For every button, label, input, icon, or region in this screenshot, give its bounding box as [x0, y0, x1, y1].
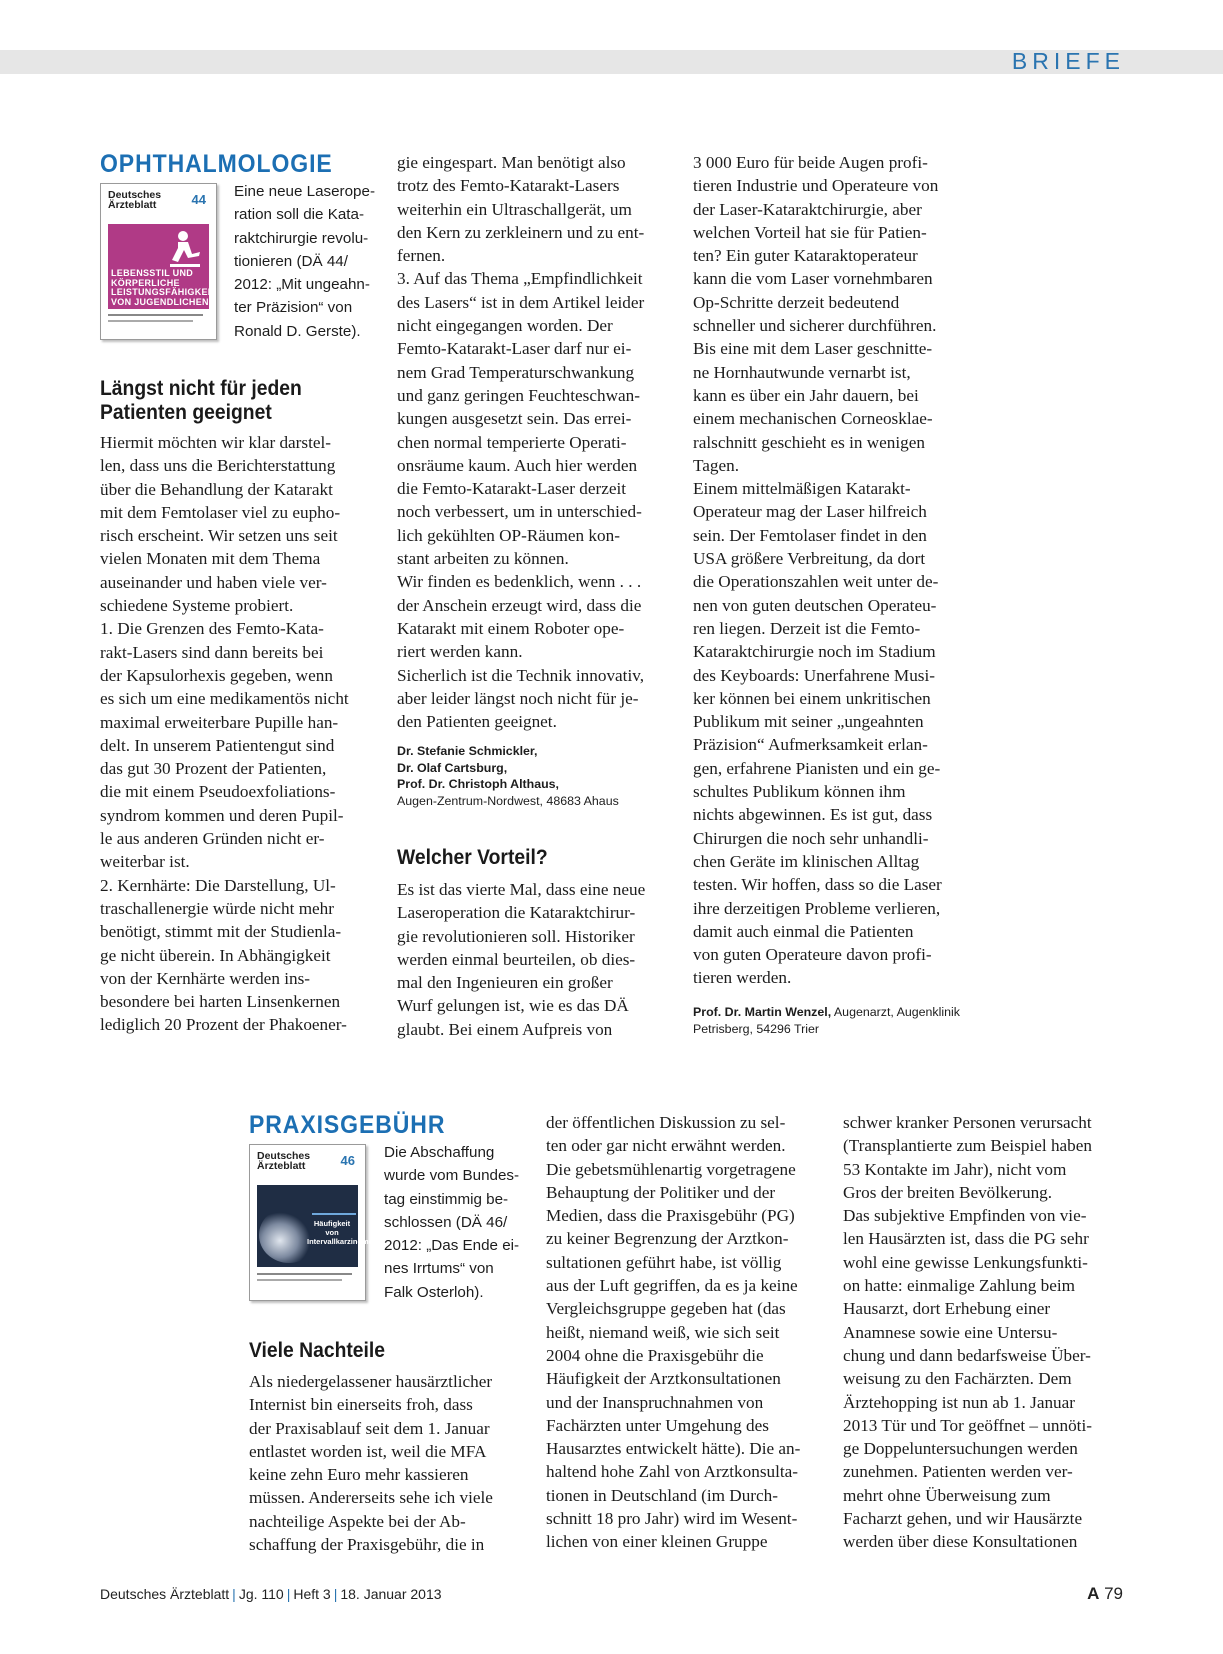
- text-line: nen von guten deutschen Operateu-: [693, 595, 937, 615]
- text-line: traschallenergie würde nicht mehr: [100, 898, 335, 918]
- text-line: weisung zu den Fachärzten. Dem: [843, 1369, 1072, 1389]
- text-line: schnitt 18 pro Jahr) wird im Wesent-: [546, 1509, 798, 1529]
- footer-issue: Heft 3: [293, 1586, 331, 1602]
- teaser-line: tag einstimmig be-: [384, 1190, 509, 1208]
- teaser-praxisgebuehr: [384, 1141, 534, 1304]
- cover-headline: [111, 269, 216, 307]
- text-line: werden über diese Konsultationen: [843, 1532, 1078, 1552]
- text-line: schultes Publikum können ihm: [693, 782, 906, 802]
- text-line: Fachärzten unter Umgehung des: [546, 1415, 769, 1435]
- text-line: chung und dann bedarfsweise Über-: [843, 1345, 1091, 1365]
- text-line: lediglich 20 Prozent der Phakoener-: [100, 1015, 347, 1035]
- text-line: schaffung der Praxisgebühr, die in: [249, 1535, 485, 1555]
- text-line: von guten Operateure davon profi-: [693, 945, 932, 965]
- text-line: testen. Wir hoffen, dass so die Laser: [693, 875, 942, 895]
- text-line: welchen Vorteil hat sie für Patien-: [693, 222, 927, 242]
- teaser-ophthalmologie: [234, 180, 384, 343]
- text-line: über die Behandlung der Katarakt: [100, 479, 333, 499]
- category-heading-ophthalmologie: OPHTHALMOLOGIE: [100, 150, 333, 178]
- text-line: einem mechanischen Corneosklae-: [693, 409, 933, 429]
- text-line: nem Grad Temperaturschwankung: [397, 362, 635, 382]
- cover-headline-line: VON JUGENDLICHEN: [111, 296, 209, 307]
- text-line: gie eingespart. Man benötigt also: [397, 153, 626, 172]
- text-line: kann die vom Laser vornehmbaren: [693, 269, 933, 289]
- text-line: Das subjektive Empfinden von vie-: [843, 1206, 1087, 1226]
- text-line: sein. Der Femtolaser findet in den: [693, 525, 927, 545]
- text-line: die Femto-Katarakt-Laser derzeit: [397, 479, 627, 499]
- text-line: Einem mittelmäßigen Katarakt-: [693, 479, 911, 499]
- text-line: ten? Ein guter Kataraktoperateur: [693, 246, 918, 266]
- text-line: stant arbeiten zu können.: [397, 549, 569, 569]
- text-line: Wurf gelungen ist, wie es das DÄ: [397, 996, 629, 1016]
- text-line: kann es über ein Jahr dauern, bei: [693, 385, 919, 405]
- text-line: werden einmal beurteilen, ob dies-: [397, 949, 636, 969]
- text-line: Die gebetsmühlenartig vorgetragene: [546, 1159, 796, 1179]
- text-line: Hausarzt, dort Erhebung einer: [843, 1299, 1051, 1319]
- text-line: schwer kranker Personen verursacht: [843, 1113, 1092, 1132]
- text-line: ten oder gar nicht erwähnt werden.: [546, 1136, 786, 1156]
- text-line: Als niedergelassener hausärztlicher: [249, 1372, 493, 1391]
- footer-date: 18. Januar 2013: [340, 1586, 442, 1602]
- text-line: ker können bei einem unkritischen: [693, 688, 931, 708]
- text-line: die mit einem Pseudoexfoliations-: [100, 782, 336, 802]
- text-line: len Hausärzten ist, dass die PG sehr: [843, 1229, 1089, 1249]
- text-line: risch erscheint. Wir setzen uns seit: [100, 526, 338, 546]
- text-line: Wir finden es bedenklich, wenn . . .: [397, 572, 642, 592]
- text-line: Behauptung der Politiker und der: [546, 1182, 776, 1202]
- letter2-column2: [397, 878, 682, 1041]
- text-line: tieren Industrie und Operateure von: [693, 176, 939, 196]
- letter2-signature: Prof. Dr. Martin Wenzel, Augenarzt, Augenklinik Petrisberg, 54296 Trier: [693, 1005, 960, 1036]
- text-line: Operateur mag der Laser hilfreich: [693, 502, 927, 522]
- letter3-column1: [249, 1370, 534, 1556]
- teaser-line: Ronald D. Gerste).: [234, 322, 361, 340]
- letter3-column3: [843, 1111, 1128, 1554]
- footer-citation: [100, 1586, 442, 1602]
- text-line: len, dass uns die Berichterstattung: [100, 456, 336, 476]
- text-line: Hiermit möchten wir klar darstel-: [100, 433, 331, 452]
- cover-image-band: [257, 1185, 378, 1267]
- text-line: nichts abgewinnen. Es ist gut, dass: [693, 805, 933, 825]
- text-line: onsräume kaum. Auch hier werden: [397, 455, 638, 475]
- text-line: Vergleichsgruppe gegeben hat (das: [546, 1299, 786, 1319]
- text-line: keine zehn Euro mehr kassieren: [249, 1465, 469, 1485]
- text-line: maximal erweiterbare Pupille han-: [100, 712, 339, 732]
- letter1-signature: Dr. Stefanie Schmickler, Dr. Olaf Cartsburg, Prof. Dr. Christoph Althaus, Augen-Zentrum-Nordwest, 48683 Ahaus: [397, 744, 619, 808]
- text-line: auseinander und haben viele ver-: [100, 572, 327, 592]
- letter-title-nachteile: Viele Nachteile: [249, 1339, 386, 1362]
- text-line: Häufigkeit der Arztkonsultationen: [546, 1369, 781, 1389]
- text-line: Femto-Katarakt-Laser darf nur ei-: [397, 339, 632, 359]
- text-line: des Lasers“ ist in dem Artikel leider: [397, 292, 645, 312]
- text-line: delt. In unserem Patientengut sind: [100, 735, 335, 755]
- teaser-line: ter Präzision“ von: [234, 299, 353, 317]
- text-line: gen, erfahrene Pianisten und ein ge-: [693, 758, 941, 778]
- text-line: gie revolutionieren soll. Historiker: [397, 926, 635, 946]
- letter1-column1: [100, 431, 385, 1037]
- text-line: Internist bin einerseits froh, dass: [249, 1395, 473, 1415]
- text-line: trotz des Femto-Katarakt-Lasers: [397, 176, 620, 196]
- teaser-line: 2012: „Das Ende ei-: [384, 1237, 520, 1255]
- text-line: kungen ausgesetzt sein. Das errei-: [397, 409, 632, 429]
- text-line: sultationen geführt habe, ist völlig: [546, 1252, 782, 1272]
- text-line: glaubt. Bei einem Aufpreis von: [397, 1019, 613, 1039]
- text-line: Sicherlich ist die Technik innovativ,: [397, 665, 645, 685]
- text-line: heißt, niemand weiß, wie sich seit: [546, 1322, 780, 1342]
- text-line: 3. Auf das Thema „Empfindlichkeit: [397, 269, 643, 289]
- cover-headline: Häufigkeit von Intervallkarzinomen: [307, 1219, 378, 1246]
- text-line: lichen von einer kleinen Gruppe: [546, 1532, 768, 1552]
- teaser-line: 2012: „Mit ungeahn-: [234, 276, 370, 294]
- text-line: schneller und sicherer durchführen.: [693, 316, 937, 336]
- cover-brand: Deutsches Ärzteblatt: [108, 189, 162, 211]
- text-line: weiterbar ist.: [100, 852, 190, 872]
- text-line: es sich um eine medikamentös nicht: [100, 689, 349, 709]
- text-line: ne Hornhautwunde vernarbt ist,: [693, 362, 911, 382]
- text-line: aber leider längst noch nicht für je-: [397, 688, 639, 708]
- section-label: BRIEFE: [1011, 48, 1125, 74]
- teaser-line: tionieren (DÄ 44/: [234, 252, 348, 270]
- footer-separator: |: [286, 1586, 291, 1602]
- text-line: chen Geräte im klinischen Alltag: [693, 851, 920, 871]
- text-line: Tagen.: [693, 455, 740, 475]
- text-line: der öffentlichen Diskussion zu sel-: [546, 1113, 786, 1132]
- text-line: tieren werden.: [693, 968, 792, 988]
- text-line: USA größere Verbreitung, da dort: [693, 549, 926, 569]
- text-line: ren liegen. Derzeit ist die Femto-: [693, 618, 921, 638]
- cover-image-band: [108, 224, 217, 309]
- cover-issue-number: 46: [340, 1153, 355, 1168]
- text-line: mit dem Femtolaser viel zu eupho-: [100, 502, 341, 522]
- text-line: Katarakt mit einem Roboter ope-: [397, 618, 625, 638]
- letter-title-vorteil: Welcher Vorteil?: [397, 846, 548, 869]
- text-line: Es ist das vierte Mal, dass eine neue: [397, 880, 646, 899]
- text-line: nachteilige Aspekte bei der Ab-: [249, 1511, 466, 1531]
- text-line: Anamnese sowie eine Untersu-: [843, 1322, 1058, 1342]
- text-line: fernen.: [397, 246, 446, 266]
- text-line: 3 000 Euro für beide Augen profi-: [693, 153, 928, 172]
- cover-headline-line: LEBENSSTIL UND: [111, 268, 194, 278]
- text-line: müssen. Andererseits sehe ich viele: [249, 1488, 493, 1508]
- text-line: und der Inanspruchnahmen von: [546, 1392, 764, 1412]
- text-line: 2013 Tür und Tor geöffnet – unnöti-: [843, 1415, 1092, 1435]
- text-line: Publikum mit seiner „ungeahnten: [693, 712, 924, 732]
- text-line: ralschnitt geschieht es in wenigen: [693, 432, 925, 452]
- text-line: rakt-Lasers sind dann bereits bei: [100, 642, 324, 662]
- text-line: 2. Kernhärte: Die Darstellung, Ul-: [100, 875, 336, 895]
- text-line: zunehmen. Patienten werden ver-: [843, 1462, 1073, 1482]
- category-heading-praxisgebuehr: PRAXISGEBÜHR: [249, 1111, 446, 1139]
- teaser-line: schlossen (DÄ 46/: [384, 1213, 508, 1231]
- text-line: der Kapsulorhexis gegeben, wenn: [100, 665, 333, 685]
- footer-volume: Jg. 110: [238, 1586, 284, 1602]
- teaser-line: wurde vom Bundes-: [384, 1167, 520, 1185]
- teaser-line: raktchirurgie revolu-: [234, 229, 369, 247]
- text-line: le aus anderen Gründen nicht er-: [100, 829, 325, 849]
- text-line: der Anschein erzeugt wird, dass die: [397, 595, 642, 615]
- text-line: ge Doppeluntersuchungen werden: [843, 1439, 1078, 1459]
- cover-headline-line: KÖRPERLICHE: [111, 277, 180, 288]
- letter3-column2: [546, 1111, 831, 1554]
- footer-journal: Deutsches Ärzteblatt: [100, 1586, 230, 1602]
- text-line: Bis eine mit dem Laser geschnitte-: [693, 339, 933, 359]
- text-line: nicht eingegangen worden. Der: [397, 316, 613, 336]
- cover-headline-line: LEISTUNGSFÄHIGKEIT: [111, 287, 217, 298]
- text-line: Medien, dass die Praxisgebühr (PG): [546, 1206, 795, 1226]
- text-line: den Patienten geeignet.: [397, 712, 557, 732]
- text-line: syndrom kommen und deren Pupil-: [100, 805, 344, 825]
- text-line: des Keyboards: Unerfahrene Musi-: [693, 665, 935, 685]
- text-line: Gros der breiten Bevölkerung.: [843, 1182, 1053, 1202]
- cover-footer-lines: [257, 1273, 357, 1281]
- text-line: 53 Kontakte im Jahr), nicht vom: [843, 1159, 1067, 1179]
- text-line: Ärztehopping ist nun ab 1. Januar: [843, 1392, 1075, 1412]
- text-line: 2004 ohne die Praxisgebühr die: [546, 1345, 764, 1365]
- text-line: (Transplantierte zum Beispiel haben: [843, 1136, 1093, 1156]
- text-line: der Praxisablauf seit dem 1. Januar: [249, 1418, 490, 1438]
- letter1-column2: [397, 151, 682, 733]
- text-line: die Operationszahlen weit unter de-: [693, 572, 939, 592]
- text-line: Op-Schritte derzeit bedeutend: [693, 292, 900, 312]
- cover-brand: Deutsches Ärzteblatt: [257, 1150, 311, 1172]
- text-line: on hatte: einmalige Zahlung beim: [843, 1276, 1075, 1296]
- text-line: ihre derzeitigen Probleme verlieren,: [693, 898, 941, 918]
- letter2-column3: [693, 151, 978, 990]
- text-line: vielen Monaten mit dem Thema: [100, 549, 321, 569]
- footer-separator: |: [232, 1586, 236, 1602]
- text-line: aus der Luft gegriffen, da es ja keine: [546, 1276, 798, 1296]
- text-line: Facharzt gehen, und wir Hausärzte: [843, 1509, 1083, 1529]
- text-line: lich gekühlten OP-Räumen kon-: [397, 525, 620, 545]
- text-line: 1. Die Grenzen des Femto-Kata-: [100, 619, 324, 639]
- text-line: besondere bei harten Linsenkernen: [100, 992, 341, 1012]
- cover-footer-lines: [108, 314, 208, 322]
- text-line: und ganz geringen Feuchteschwan-: [397, 385, 640, 405]
- journal-cover-46: [249, 1144, 378, 1301]
- teaser-line: Eine neue Laserope-: [234, 183, 376, 200]
- text-line: haltend hohe Zahl von Arztkonsulta-: [546, 1462, 799, 1482]
- text-line: benötigt, stimmt mit der Studienla-: [100, 922, 342, 942]
- text-line: von der Kernhärte werden ins-: [100, 968, 310, 988]
- text-line: zu keiner Begrenzung der Arztkon-: [546, 1229, 789, 1249]
- text-line: mehrt ohne Überweisung zum: [843, 1485, 1051, 1505]
- text-line: den Kern zu zerkleinern und zu ent-: [397, 222, 645, 242]
- teaser-line: ration soll die Kata-: [234, 206, 365, 224]
- footer-separator: |: [333, 1586, 338, 1602]
- text-line: Kataraktchirurgie noch im Stadium: [693, 642, 936, 662]
- text-line: mal den Ingenieuren ein großer: [397, 973, 613, 993]
- teaser-line: Die Abschaffung: [384, 1144, 495, 1161]
- text-line: Hausarztes entwickelt hätte). Die an-: [546, 1439, 801, 1459]
- text-line: entlastet worden ist, weil die MFA: [249, 1441, 487, 1461]
- cover-issue-number: 44: [191, 192, 206, 207]
- page-number: A 79: [1087, 1584, 1123, 1603]
- letter-title-laengst: Längst nicht für jeden Patienten geeignet: [100, 377, 302, 424]
- text-line: noch verbessert, um in unterschied-: [397, 502, 642, 522]
- text-line: schiedene Systeme probiert.: [100, 596, 294, 616]
- teaser-line: nes Irrtums“ von: [384, 1260, 494, 1278]
- text-line: tionen in Deutschland (im Durch-: [546, 1485, 778, 1505]
- text-line: wohl eine gewisse Lenkungsfunkti-: [843, 1252, 1088, 1272]
- text-line: das gut 30 Prozent der Patienten,: [100, 759, 327, 779]
- journal-cover-44: [100, 183, 217, 340]
- text-line: Chirurgen die noch sehr unhandli-: [693, 828, 929, 848]
- text-line: Laseroperation die Kataraktchirur-: [397, 903, 636, 923]
- text-line: riert werden kann.: [397, 642, 523, 662]
- teaser-line: Falk Osterloh).: [384, 1283, 484, 1301]
- text-line: weiterhin ein Ultraschallgerät, um: [397, 199, 632, 219]
- text-line: chen normal temperierte Operati-: [397, 432, 627, 452]
- text-line: damit auch einmal die Patienten: [693, 921, 914, 941]
- text-line: der Laser-Kataraktchirurgie, aber: [693, 199, 922, 219]
- text-line: ge nicht überein. In Abhängigkeit: [100, 945, 331, 965]
- text-line: Präzision“ Aufmerksamkeit erlan-: [693, 735, 928, 755]
